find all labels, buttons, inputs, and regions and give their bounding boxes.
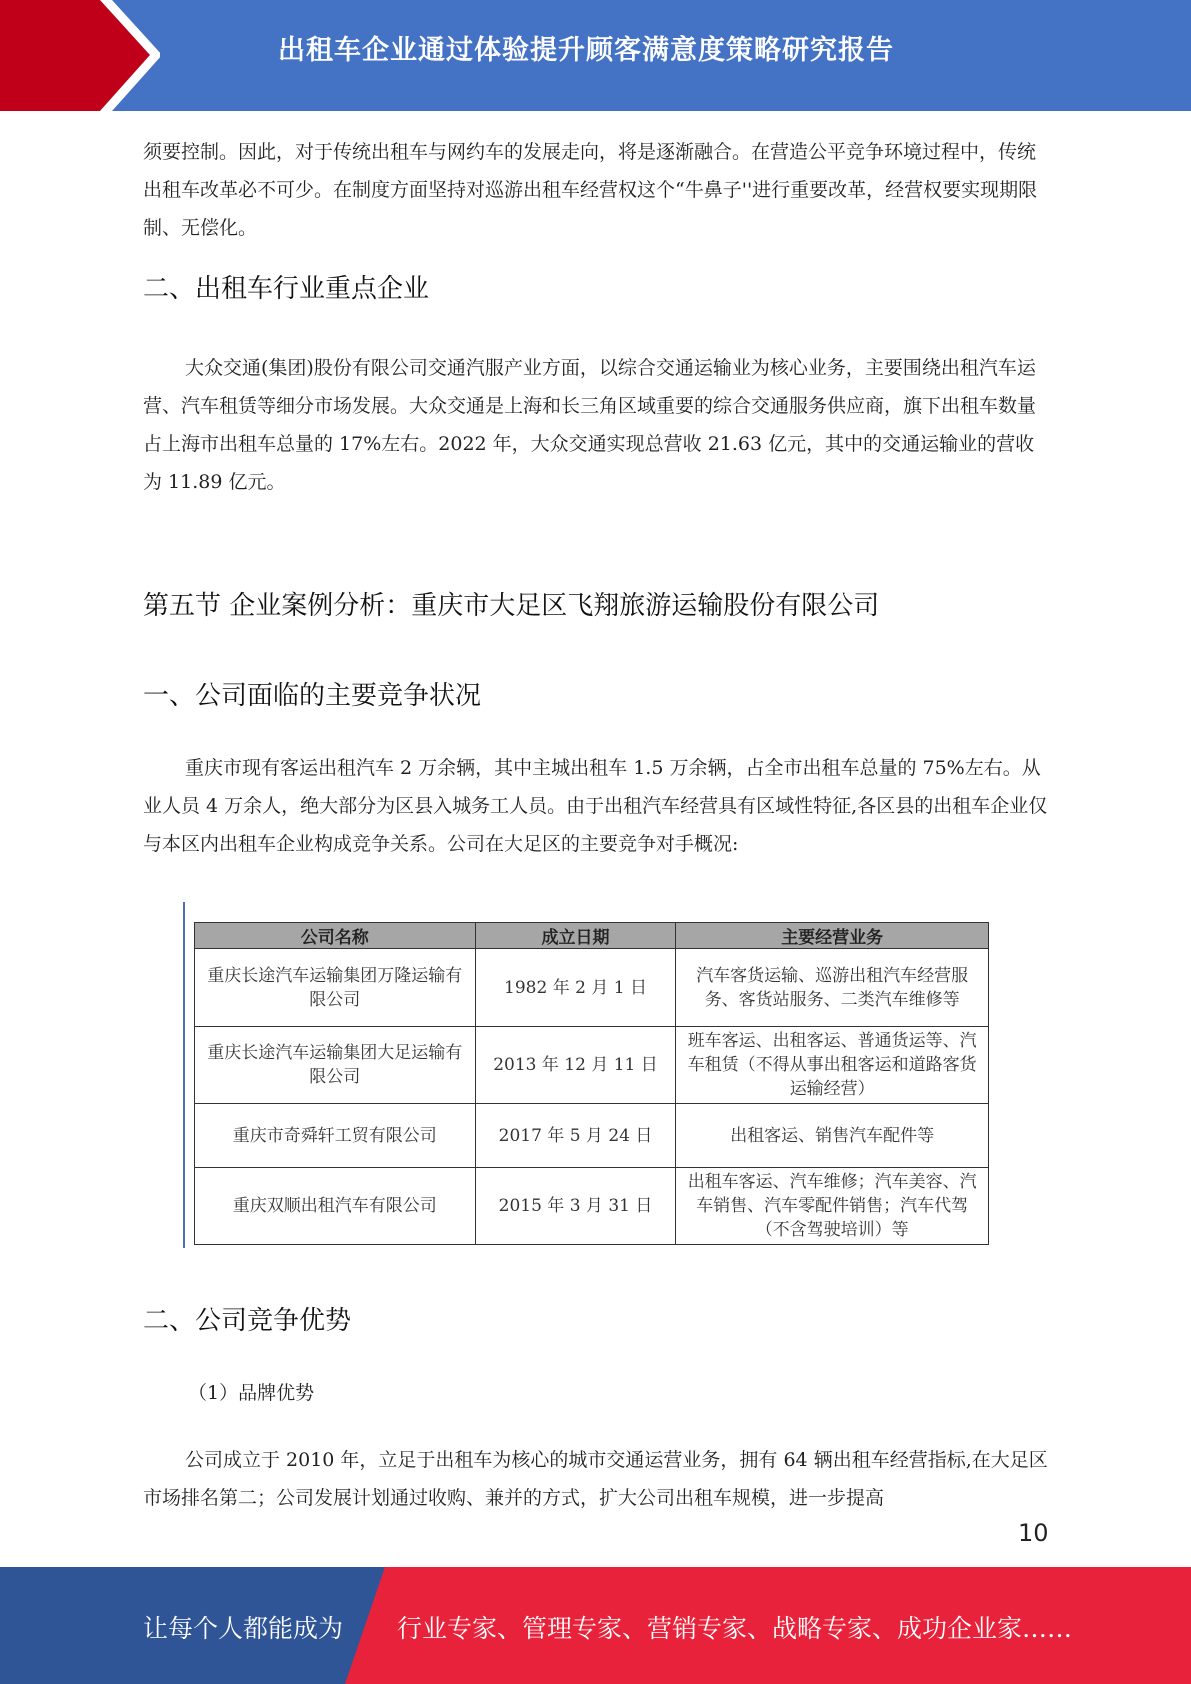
cell-business: 出租车客运、汽车维修；汽车美容、汽车销售、汽车零配件销售；汽车代驾（不含驾驶培训）等 (676, 1168, 989, 1245)
table-header-row (195, 923, 989, 949)
header-arrow-icon (0, 0, 160, 111)
heading-section-5: 第五节 企业案例分析：重庆市大足区飞翔旅游运输股份有限公司 (143, 591, 880, 621)
heading-advantage: 二、公司竞争优势 (143, 1306, 352, 1336)
subheading-brand: （1）品牌优势 (188, 1382, 315, 1404)
header-company: 公司名称 (195, 923, 476, 949)
table-row (195, 1027, 989, 1104)
footer-slogan-right: 行业专家、管理专家、营销专家、战略专家、成功企业家…… (397, 1614, 1073, 1643)
cell-company: 重庆双顺出租汽车有限公司 (195, 1168, 476, 1245)
chongqing-paragraph: 重庆市现有客运出租汽车 2 万余辆，其中主城出租车 1.5 万余辆，占全市出租车总量的 75%左右。从业人员 4 万余人，绝大部分为区县入城务工人员。由于出租汽车经营具有区域性特征,各区县的出租车企业仅与本区内出租车企业构成竞争关系。公司在大足区的主要竞争对手概况: (143, 757, 1048, 855)
cell-company: 重庆长途汽车运输集团万隆运输有限公司 (195, 949, 476, 1027)
cell-date: 1982 年 2 月 1 日 (475, 949, 676, 1027)
cell-date: 2015 年 3 月 31 日 (475, 1168, 676, 1245)
cell-business: 出租客运、销售汽车配件等 (676, 1104, 989, 1168)
cell-company: 重庆长途汽车运输集团大足运输有限公司 (195, 1027, 476, 1104)
table-row (195, 949, 989, 1027)
cell-business: 班车客运、出租客运、普通货运等、汽车租赁（不得从事出租客运和道路客货运输经营） (676, 1027, 989, 1104)
brand-paragraph: 公司成立于 2010 年，立足于出租车为核心的城市交通运营业务，拥有 64 辆出租车经营指标,在大足区市场排名第二；公司发展计划通过收购、兼并的方式，扩大公司出租车规模，进一步提高 (143, 1449, 1048, 1509)
cell-date: 2017 年 5 月 24 日 (475, 1104, 676, 1168)
heading-competition: 一、公司面临的主要竞争状况 (143, 681, 482, 711)
table-row (195, 1104, 989, 1168)
report-title: 出租车企业通过体验提升顾客满意度策略研究报告 (278, 35, 894, 66)
cell-date: 2013 年 12 月 11 日 (475, 1027, 676, 1104)
cell-business: 汽车客货运输、巡游出租汽车经营服务、客货站服务、二类汽车维修等 (676, 949, 989, 1027)
page-footer (0, 1567, 1191, 1684)
cell-company: 重庆市奇舜轩工贸有限公司 (195, 1104, 476, 1168)
page-header (0, 0, 1191, 111)
footer-slogan-left: 让每个人都能成为 (143, 1614, 344, 1643)
table-row (195, 1168, 989, 1245)
competitor-table (194, 922, 989, 1245)
header-date: 成立日期 (475, 923, 676, 949)
competitor-table-figure (183, 902, 990, 1248)
dazhong-paragraph: 大众交通(集团)股份有限公司交通汽服产业方面，以综合交通运输业为核心业务，主要围绕出租汽车运营、汽车租赁等细分市场发展。大众交通是上海和长三角区域重要的综合交通服务供应商，旗下出租车数量占上海市出租车总量的 17%左右。2022 年，大众交通实现总营收 21.63 亿元，其中的交通运输业的营收为 11.89 亿元。 (143, 357, 1037, 493)
page-number: 10 (1018, 1519, 1049, 1547)
intro-paragraph: 须要控制。因此，对于传统出租车与网约车的发展走向，将是逐渐融合。在营造公平竞争环境过程中，传统出租车改革必不可少。在制度方面坚持对巡游出租车经营权这个“牛鼻子''进行重要改革，经营权要实现期限制、无偿化。 (143, 141, 1038, 239)
heading-key-enterprises: 二、出租车行业重点企业 (143, 274, 430, 304)
header-business: 主要经营业务 (676, 923, 989, 949)
